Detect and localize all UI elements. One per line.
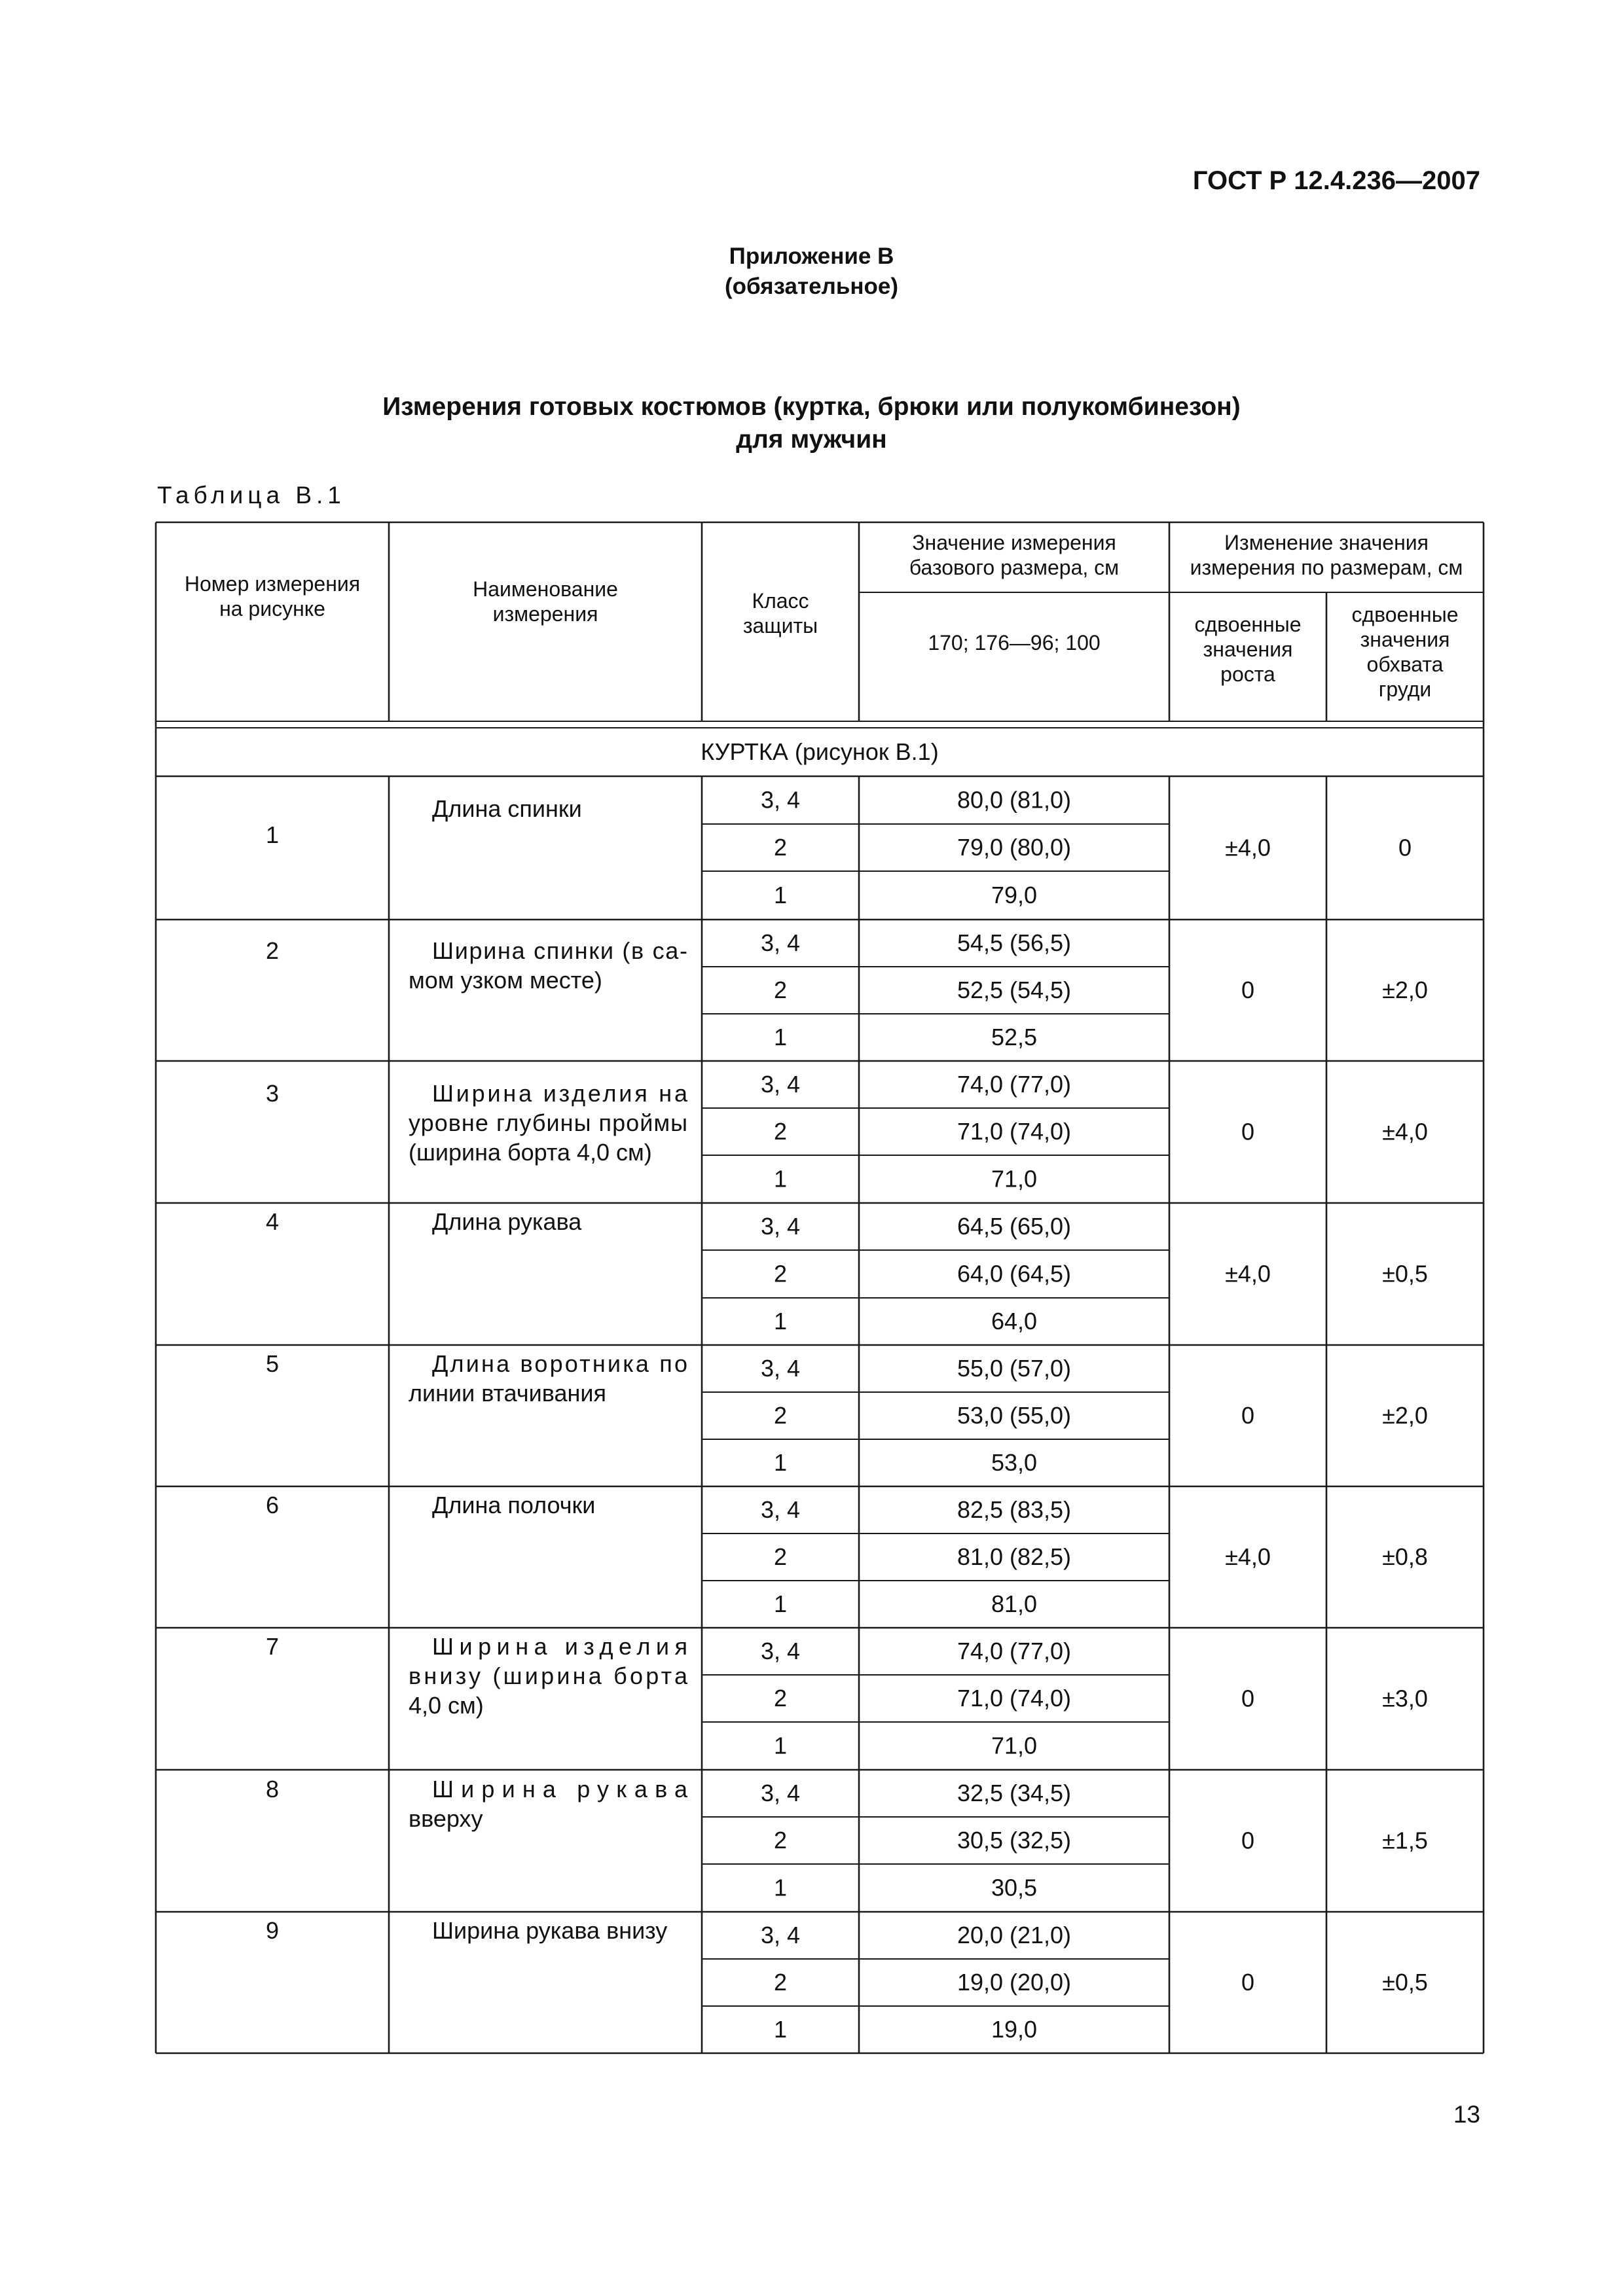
measurement-name: линии втачивания [409, 1380, 606, 1407]
protection-class-value: 3, 4 [760, 1638, 801, 1664]
measurement-value: 55,0 (57,0) [957, 1355, 1072, 1382]
measurement-name: уровне глубины проймы [409, 1109, 687, 1136]
measurement-value: 64,5 (65,0) [957, 1213, 1072, 1240]
measurement-number: 3 [265, 1080, 280, 1107]
appendix-title: Приложение В [729, 243, 894, 269]
measurement-value: 81,0 (82,5) [957, 1543, 1072, 1570]
protection-class-value: 3, 4 [760, 1355, 801, 1382]
header-measurement-number: на рисунке [219, 597, 325, 620]
protection-class-value: 2 [773, 1969, 788, 1996]
chest-change-value: ±1,5 [1382, 1827, 1428, 1854]
measurement-value: 52,5 (54,5) [957, 977, 1072, 1003]
measurement-value: 53,0 (55,0) [957, 1402, 1072, 1429]
measurement-value: 74,0 (77,0) [957, 1071, 1072, 1098]
measurement-name: Ширина рукава [432, 1776, 687, 1803]
chest-change-value: ±0,5 [1382, 1969, 1428, 1996]
measurement-value: 79,0 [991, 882, 1038, 908]
protection-class-value: 3, 4 [760, 929, 801, 956]
measurement-value: 20,0 (21,0) [957, 1922, 1072, 1948]
protection-class-value: 1 [773, 1024, 788, 1050]
main-title-line-1: Измерения готовых костюмов (куртка, брюки или полукомбинезон) [382, 393, 1241, 421]
header-change-value: измерения по размерам, см [1190, 556, 1463, 579]
section-title: КУРТКА (рисунок В.1) [701, 738, 939, 765]
measurement-value: 74,0 (77,0) [957, 1638, 1072, 1664]
protection-class-value: 3, 4 [760, 1213, 801, 1240]
protection-class-value: 1 [773, 1449, 788, 1476]
height-change-value: 0 [1241, 1969, 1255, 1996]
measurement-value: 71,0 [991, 1165, 1038, 1193]
protection-class-value: 2 [773, 1118, 788, 1145]
header-height-values: роста [1220, 662, 1275, 686]
header-base-value: базового размера, см [909, 556, 1120, 579]
measurement-number: 7 [265, 1633, 280, 1660]
measurement-value: 52,5 [991, 1024, 1038, 1050]
protection-class-value: 3, 4 [760, 1780, 801, 1806]
measurement-name: 4,0 см) [409, 1692, 484, 1719]
measurement-value: 80,0 (81,0) [957, 786, 1072, 814]
protection-class-value: 1 [773, 1308, 788, 1335]
height-change-value: ±4,0 [1225, 1543, 1271, 1570]
measurement-value: 79,0 (80,0) [957, 834, 1072, 861]
protection-class-value: 1 [773, 1590, 788, 1617]
header-chest-values: значения [1360, 628, 1450, 651]
measurement-value: 71,0 (74,0) [957, 1685, 1072, 1712]
height-change-value: ±4,0 [1225, 834, 1271, 861]
measurement-value: 81,0 [991, 1590, 1038, 1617]
header-protection-class: Класс [752, 589, 809, 613]
protection-class-value: 3, 4 [760, 786, 801, 814]
page-number: 13 [1453, 2101, 1480, 2128]
measurement-name: Ширина изделия на [432, 1080, 687, 1107]
protection-class-value: 1 [773, 1165, 788, 1193]
protection-class-value: 3, 4 [760, 1922, 801, 1948]
protection-class-value: 3, 4 [760, 1071, 801, 1098]
protection-class-value: 1 [773, 882, 788, 908]
protection-class-value: 1 [773, 2016, 788, 2043]
measurement-name: вверху [409, 1805, 483, 1832]
measurement-name: Длина спинки [432, 795, 582, 822]
header-chest-values: обхвата [1366, 653, 1444, 676]
measurement-value: 30,5 (32,5) [957, 1827, 1072, 1854]
header-height-values: сдвоенные [1194, 613, 1302, 636]
measurement-value: 32,5 (34,5) [957, 1780, 1072, 1806]
protection-class-value: 1 [773, 1732, 788, 1759]
measurement-name: Длина рукава [432, 1208, 582, 1235]
measurement-name: мом узком месте) [409, 967, 602, 994]
protection-class-value: 2 [773, 1543, 788, 1570]
chest-change-value: ±4,0 [1382, 1118, 1428, 1145]
measurement-value: 64,0 [991, 1308, 1038, 1335]
measurement-value: 64,0 (64,5) [957, 1260, 1072, 1287]
measurement-name: Длина полочки [432, 1492, 596, 1518]
measurement-value: 30,5 [991, 1874, 1038, 1901]
measurement-value: 19,0 (20,0) [957, 1969, 1072, 1996]
protection-class-value: 2 [773, 1260, 788, 1287]
protection-class-value: 1 [773, 1874, 788, 1901]
height-change-value: 0 [1241, 1402, 1255, 1429]
measurement-number: 6 [265, 1492, 280, 1518]
chest-change-value: ±3,0 [1382, 1685, 1428, 1712]
measurement-name: Ширина рукава внизу [432, 1917, 668, 1944]
protection-class-value: 2 [773, 834, 788, 861]
measurement-name: Ширина спинки (в са- [432, 937, 687, 964]
chest-change-value: ±2,0 [1382, 977, 1428, 1003]
header-change-value: Изменение значения [1224, 531, 1429, 554]
table-label: Таблица В.1 [157, 482, 346, 509]
header-chest-values: сдвоенные [1351, 603, 1459, 626]
measurement-number: 9 [265, 1917, 280, 1944]
height-change-value: 0 [1241, 1118, 1255, 1145]
height-change-value: 0 [1241, 1685, 1255, 1712]
measurement-name: Длина воротника по [432, 1350, 687, 1377]
protection-class-value: 2 [773, 977, 788, 1003]
measurement-value: 53,0 [991, 1449, 1038, 1476]
height-change-value: 0 [1241, 1827, 1255, 1854]
chest-change-value: ±0,5 [1382, 1260, 1428, 1287]
measurement-number: 8 [265, 1776, 280, 1803]
header-base-value: Значение измерения [912, 531, 1116, 554]
appendix-note: (обязательное) [724, 274, 898, 299]
header-height-values: значения [1203, 637, 1293, 661]
measurement-value: 71,0 (74,0) [957, 1118, 1072, 1145]
height-change-value: ±4,0 [1225, 1260, 1271, 1287]
height-change-value: 0 [1241, 977, 1255, 1003]
measurement-name: внизу (ширина борта [409, 1662, 687, 1689]
measurement-name: (ширина борта 4,0 см) [409, 1139, 652, 1166]
header-chest-values: груди [1378, 677, 1432, 701]
header-measurement-name: Наименование [473, 577, 618, 601]
measurement-number: 2 [265, 937, 280, 964]
measurement-number: 1 [265, 821, 280, 848]
chest-change-value: 0 [1398, 834, 1412, 861]
measurement-value: 54,5 (56,5) [957, 929, 1072, 956]
header-base-sizes: 170; 176—96; 100 [928, 631, 1101, 655]
chest-change-value: ±2,0 [1382, 1402, 1428, 1429]
measurement-value: 82,5 (83,5) [957, 1496, 1072, 1523]
header-measurement-name: измерения [492, 602, 598, 626]
protection-class-value: 3, 4 [760, 1496, 801, 1523]
chest-change-value: ±0,8 [1382, 1543, 1428, 1570]
header-protection-class: защиты [742, 614, 818, 637]
protection-class-value: 2 [773, 1685, 788, 1712]
measurement-number: 5 [265, 1350, 280, 1377]
measurement-value: 19,0 [991, 2016, 1038, 2043]
main-title-line-2: для мужчин [736, 425, 887, 454]
measurement-name: Ширина изделия [432, 1633, 687, 1660]
measurement-value: 71,0 [991, 1732, 1038, 1759]
document-standard-code: ГОСТ Р 12.4.236—2007 [1192, 166, 1480, 195]
protection-class-value: 2 [773, 1402, 788, 1429]
header-measurement-number: Номер измерения [184, 572, 361, 596]
measurement-number: 4 [265, 1208, 280, 1235]
protection-class-value: 2 [773, 1827, 788, 1854]
